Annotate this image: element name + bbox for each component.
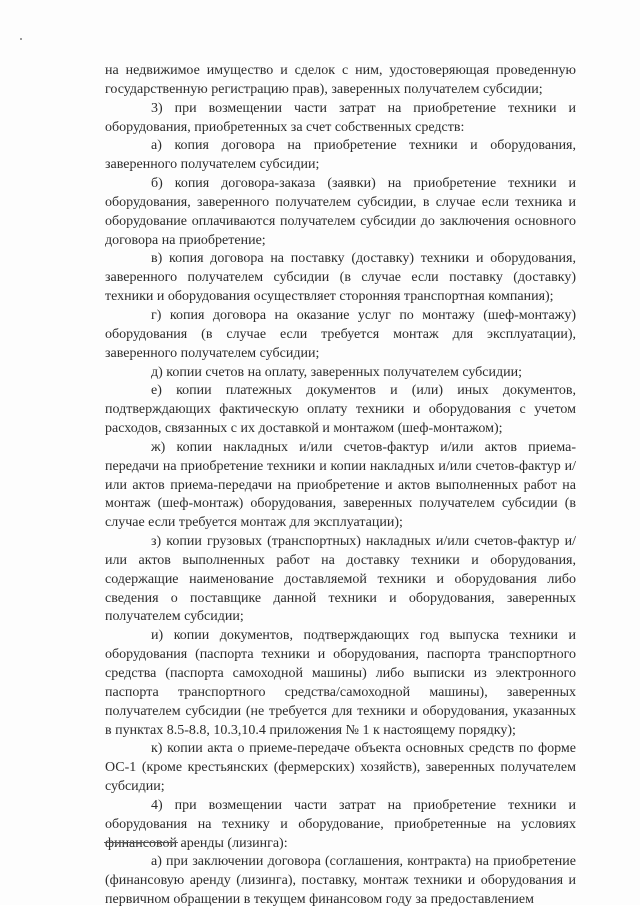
paragraph-item-3: 3) при возмещении части затрат на приобретение техники и оборудования, приобретенных за счет собственных средств: [105,100,576,135]
paragraph-item-3b: б) копия договора-заказа (заявки) на приобретение техники и оборудования, заверенного получателем субсидии, в случае если техника и оборудование оплачиваются получателем субсидии до заключения основного договора на приобретение; [105,176,576,248]
paragraph-item-3z: з) копии грузовых (транспортных) накладных и/или счетов-фактур и/или актов выполненных работ на доставку техники и оборудования, содержащие наименование доставляемой техники и оборудования либо сведения о поставщике данной техники и оборудования, заверенных получателем субсидии; [105,534,576,625]
paragraph-item-3d: д) копии счетов на оплату, заверенных получателем субсидии; [151,364,522,380]
paragraph-item-4: 4) при возмещении части затрат на приобретение техники и оборудования на технику и оборудование, приобретенные на условиях финансовой аренды (лизинга): [105,797,576,851]
footer-rule [104,842,178,843]
paragraph-item-3zh: ж) копии накладных и/или счетов-фактур и/или актов приема-передачи на приобретение техники и копии накладных и/или счетов-фактур и/или актов приема-передачи на приобретение и актов выполненных работ на монтаж (шеф-монтаж) оборудования, заверенных получателем субсидии (в случае если требуется монтаж для эксплуатации); [105,439,576,531]
paragraph-continuation: на недвижимое имущество и сделок с ним, удостоверяющая проведенную государственную регистрацию прав), заверенных получателем субсидии; [105,63,576,97]
document-body [105,62,576,910]
paragraph-item-3e: е) копии платежных документов и (или) иных документов, подтверждающих фактическую оплату техники и оборудования с учетом расходов, связанных с их доставкой и монтажом (шеф-монтажом); [105,383,576,437]
paragraph-item-3k: к) копии акта о приеме-передаче объекта основных средств по форме ОС-1 (кроме крестьянских (фермерских) хозяйств), заверенных получателем субсидии; [105,741,576,795]
paragraph-item-3v: в) копия договора на поставку (доставку) техники и оборудования, заверенного получателем субсидии (в случае если поставку (доставку) техники и оборудования осуществляет сторонняя транспортная компания); [105,251,576,305]
paragraph-item-4a: а) при заключении договора (соглашения, контракта) на приобретение (финансовую аренду (лизинга), поставку, монтаж техники и оборудования и первичном обращении в текущем финансовом году за предоставлением [105,854,576,908]
paragraph-item-3a: а) копия договора на приобретение техники и оборудования, заверенного получателем субсидии; [105,138,576,173]
paragraph-item-3i: и) копии документов, подтверждающих год выпуска техники и оборудования (паспорта техники и оборудования, паспорта транспортного средства (паспорта самоходной машины) либо выписки из электронного паспорта транспортного средства/самоходной машины), заверенных получателем субсидии (не требуется для техники и оборудования, указанных в пунктах 8.5-8.8, 10.3,10.4 приложения № 1 к настоящему порядку); [105,628,576,738]
scan-mark [20,38,22,40]
paragraph-item-3g: г) копия договора на оказание услуг по монтажу (шеф-монтажу) оборудования (в случае если требуется монтаж для эксплуатации), заверенного получателем субсидии; [105,307,576,361]
